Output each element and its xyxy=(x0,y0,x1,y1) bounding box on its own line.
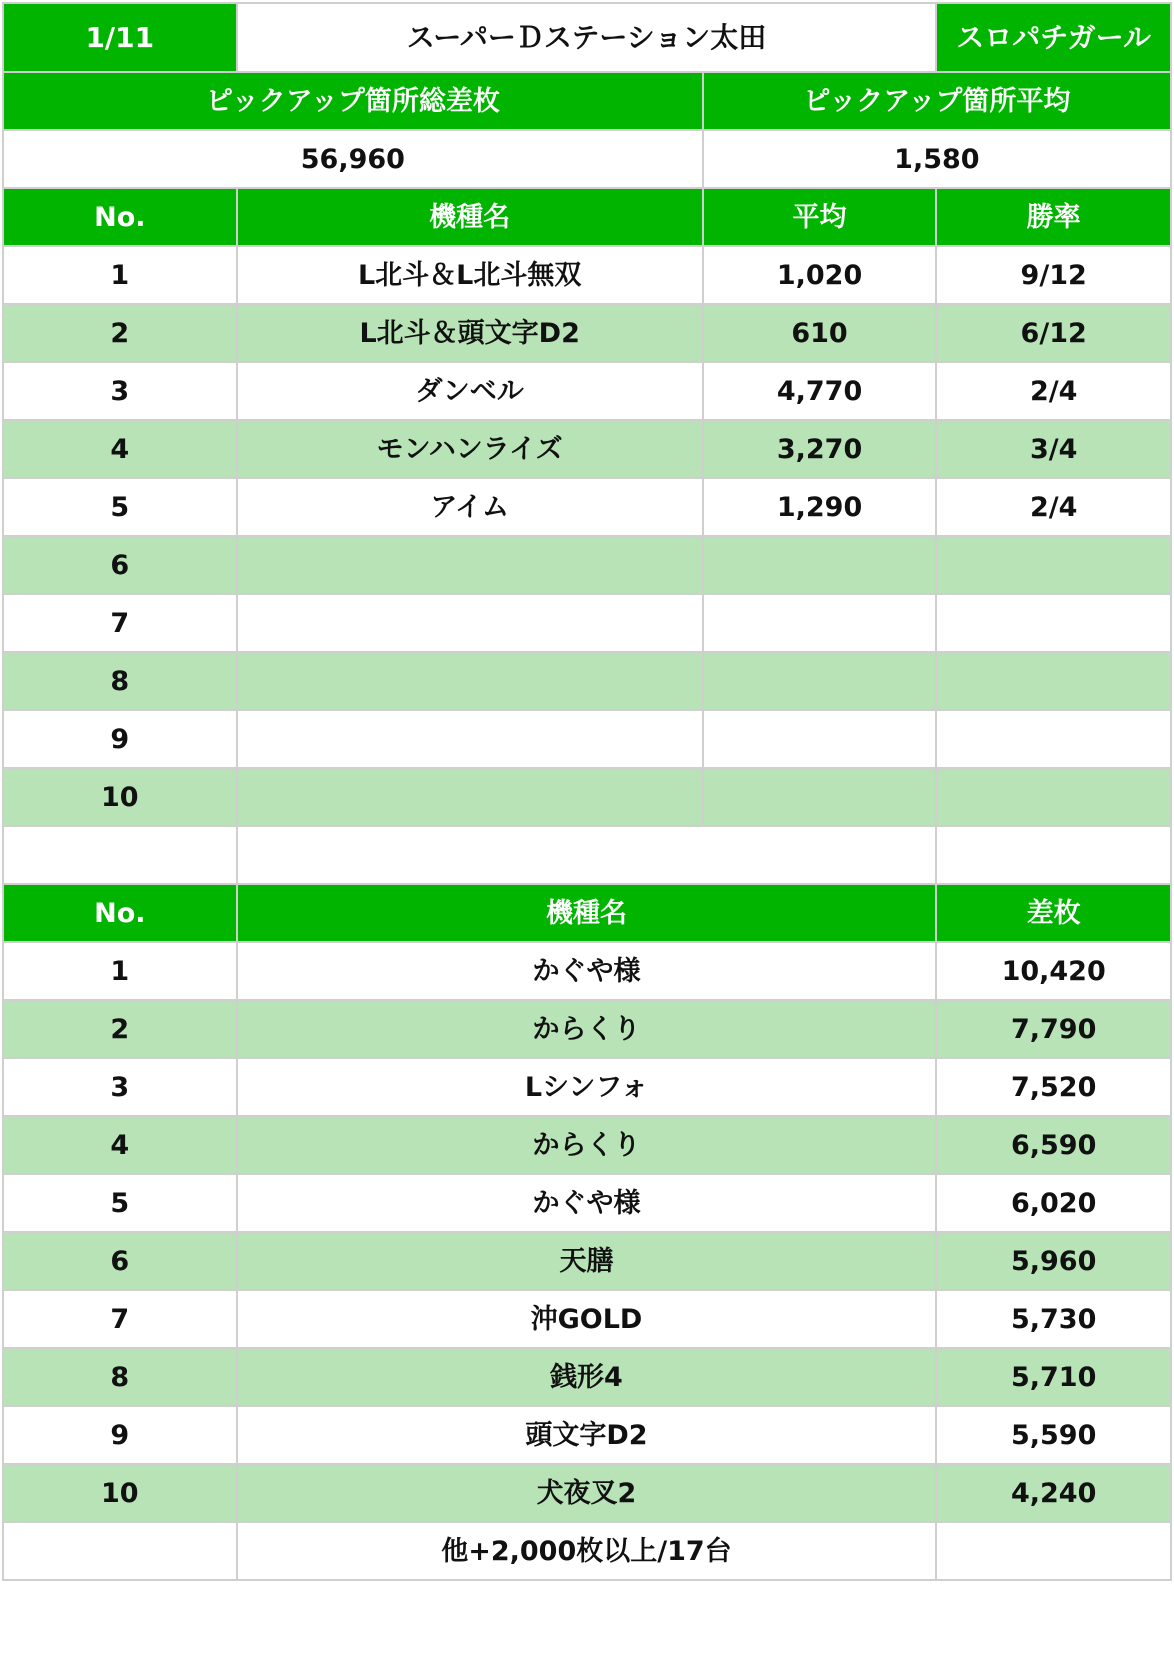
ranking-header-row xyxy=(3,884,1171,942)
row-no: 10 xyxy=(3,1464,237,1522)
row-no: 1 xyxy=(3,942,237,1000)
table-row xyxy=(3,536,1171,594)
footer-note: 他+2,000枚以上/17台 xyxy=(237,1522,937,1580)
ranking-header-name: 機種名 xyxy=(237,884,937,942)
row-diff: 7,790 xyxy=(936,1000,1171,1058)
row-machine: からくり xyxy=(237,1000,937,1058)
row-average xyxy=(703,710,937,768)
row-diff: 5,710 xyxy=(936,1348,1171,1406)
row-average xyxy=(703,652,937,710)
pickup-header-name: 機種名 xyxy=(237,188,703,246)
row-machine: 頭文字D2 xyxy=(237,1406,937,1464)
row-no: 3 xyxy=(3,362,237,420)
row-machine: かぐや様 xyxy=(237,1174,937,1232)
row-diff: 6,590 xyxy=(936,1116,1171,1174)
spacer-cell xyxy=(936,826,1171,884)
spacer-cell xyxy=(237,826,937,884)
table-row xyxy=(3,1348,1171,1406)
row-no: 9 xyxy=(3,1406,237,1464)
row-diff: 7,520 xyxy=(936,1058,1171,1116)
table-row xyxy=(3,942,1171,1000)
date-cell: 1/11 xyxy=(3,3,237,72)
row-no: 1 xyxy=(3,246,237,304)
total-diff-value: 56,960 xyxy=(3,130,703,188)
row-machine: アイム xyxy=(237,478,703,536)
row-no: 5 xyxy=(3,1174,237,1232)
ranking-header-diff: 差枚 xyxy=(936,884,1171,942)
row-no: 10 xyxy=(3,768,237,826)
row-machine: かぐや様 xyxy=(237,942,937,1000)
row-no: 4 xyxy=(3,420,237,478)
average-label: ピックアップ箇所平均 xyxy=(703,72,1171,130)
table-row xyxy=(3,304,1171,362)
row-winrate xyxy=(936,594,1171,652)
row-winrate: 9/12 xyxy=(936,246,1171,304)
row-no: 4 xyxy=(3,1116,237,1174)
table-row xyxy=(3,1232,1171,1290)
row-diff: 5,590 xyxy=(936,1406,1171,1464)
row-no: 3 xyxy=(3,1058,237,1116)
row-machine xyxy=(237,768,703,826)
row-winrate: 6/12 xyxy=(936,304,1171,362)
table-row xyxy=(3,478,1171,536)
row-machine xyxy=(237,594,703,652)
spacer-row xyxy=(3,826,1171,884)
row-machine xyxy=(237,710,703,768)
pickup-header-win: 勝率 xyxy=(936,188,1171,246)
store-name: スーパーＤステーション太田 xyxy=(237,3,937,72)
title-row xyxy=(3,3,1171,72)
table-row xyxy=(3,362,1171,420)
row-machine: Lシンフォ xyxy=(237,1058,937,1116)
row-no: 6 xyxy=(3,536,237,594)
row-winrate xyxy=(936,710,1171,768)
row-machine: 沖GOLD xyxy=(237,1290,937,1348)
row-winrate xyxy=(936,652,1171,710)
row-winrate: 3/4 xyxy=(936,420,1171,478)
row-winrate: 2/4 xyxy=(936,478,1171,536)
table-row xyxy=(3,1464,1171,1522)
summary-value-row xyxy=(3,130,1171,188)
row-average: 4,770 xyxy=(703,362,937,420)
table-row xyxy=(3,652,1171,710)
row-diff: 5,730 xyxy=(936,1290,1171,1348)
row-winrate xyxy=(936,536,1171,594)
row-no: 2 xyxy=(3,304,237,362)
row-machine xyxy=(237,652,703,710)
row-diff: 4,240 xyxy=(936,1464,1171,1522)
table-row xyxy=(3,1116,1171,1174)
results-table xyxy=(2,2,1172,1581)
total-diff-label: ピックアップ箇所総差枚 xyxy=(3,72,703,130)
pickup-header-row xyxy=(3,188,1171,246)
row-machine: L北斗＆頭文字D2 xyxy=(237,304,703,362)
table-row xyxy=(3,1406,1171,1464)
row-average: 1,020 xyxy=(703,246,937,304)
spacer-cell xyxy=(3,826,237,884)
row-average: 1,290 xyxy=(703,478,937,536)
row-machine: からくり xyxy=(237,1116,937,1174)
footer-row xyxy=(3,1522,1171,1580)
table-row xyxy=(3,1290,1171,1348)
row-machine: ダンベル xyxy=(237,362,703,420)
pickup-header-no: No. xyxy=(3,188,237,246)
row-machine: L北斗＆L北斗無双 xyxy=(237,246,703,304)
row-no: 6 xyxy=(3,1232,237,1290)
table-row xyxy=(3,1058,1171,1116)
row-average xyxy=(703,536,937,594)
row-machine: 銭形4 xyxy=(237,1348,937,1406)
row-diff: 10,420 xyxy=(936,942,1171,1000)
row-average: 610 xyxy=(703,304,937,362)
row-diff: 5,960 xyxy=(936,1232,1171,1290)
row-no: 8 xyxy=(3,652,237,710)
row-average: 3,270 xyxy=(703,420,937,478)
row-machine: 犬夜叉2 xyxy=(237,1464,937,1522)
table-row xyxy=(3,420,1171,478)
row-machine: 天膳 xyxy=(237,1232,937,1290)
table-row xyxy=(3,246,1171,304)
row-average xyxy=(703,594,937,652)
pickup-header-avg: 平均 xyxy=(703,188,937,246)
row-average xyxy=(703,768,937,826)
row-machine: モンハンライズ xyxy=(237,420,703,478)
table-row xyxy=(3,710,1171,768)
summary-label-row xyxy=(3,72,1171,130)
row-winrate: 2/4 xyxy=(936,362,1171,420)
footer-empty-cell xyxy=(3,1522,237,1580)
row-no: 7 xyxy=(3,1290,237,1348)
row-winrate xyxy=(936,768,1171,826)
row-no: 8 xyxy=(3,1348,237,1406)
row-machine xyxy=(237,536,703,594)
table-row xyxy=(3,768,1171,826)
ranking-header-no: No. xyxy=(3,884,237,942)
table-row xyxy=(3,1174,1171,1232)
row-no: 7 xyxy=(3,594,237,652)
table-row xyxy=(3,594,1171,652)
brand-name: スロパチガール xyxy=(936,3,1171,72)
table-row xyxy=(3,1000,1171,1058)
row-no: 9 xyxy=(3,710,237,768)
row-no: 2 xyxy=(3,1000,237,1058)
average-value: 1,580 xyxy=(703,130,1171,188)
row-diff: 6,020 xyxy=(936,1174,1171,1232)
row-no: 5 xyxy=(3,478,237,536)
footer-empty-cell xyxy=(936,1522,1171,1580)
